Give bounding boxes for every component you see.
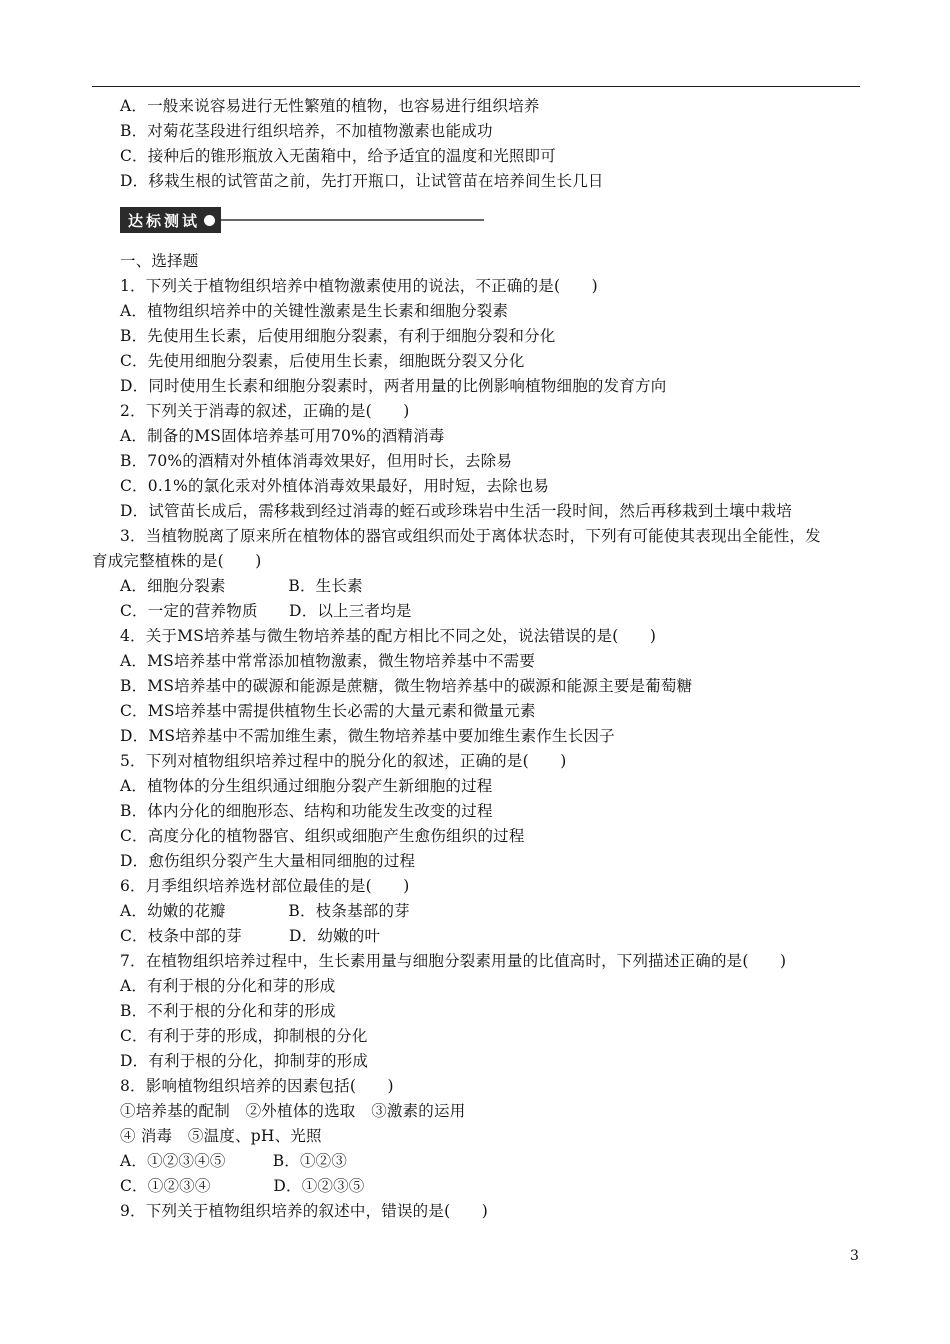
q1-option-a: A．植物组织培养中的关键性激素是生长素和细胞分裂素 — [120, 302, 509, 320]
q7-option-d: D．有利于根的分化，抑制芽的形成 — [120, 1052, 369, 1070]
section-rule — [221, 219, 484, 221]
question-5: 5．下列对植物组织培养过程中的脱分化的叙述，正确的是( ) — [120, 752, 567, 770]
question-3-cont: 育成完整植株的是( ) — [92, 552, 262, 570]
q2-option-d: D．试管苗长成后，需移栽到经过消毒的蛭石或珍珠岩中生活一段时间，然后再移栽到土壤中栽培 — [120, 502, 793, 520]
question-1: 1．下列关于植物组织培养中植物激素使用的说法，不正确的是( ) — [120, 277, 598, 295]
q6-options-cd: C．枝条中部的芽 D．幼嫩的叶 — [120, 927, 381, 945]
page-number: 3 — [850, 1248, 859, 1264]
q2-option-b: B．70%的酒精对外植体消毒效果好，但用时长，去除易 — [120, 452, 513, 470]
option-d: D．移栽生根的试管苗之前，先打开瓶口，让试管苗在培养间生长几日 — [120, 172, 604, 190]
section-title-box — [120, 207, 221, 233]
q3-options-ab: A．细胞分裂素 B．生长素 — [120, 577, 363, 595]
q1-option-d: D．同时使用生长素和细胞分裂素时，两者用量的比例影响植物细胞的发育方向 — [120, 377, 667, 395]
section-banner — [120, 207, 484, 233]
q1-option-c: C．先使用细胞分裂素，后使用生长素，细胞既分裂又分化 — [120, 352, 525, 370]
q8-factors-2: ④ 消毒 ⑤温度、pH、光照 — [120, 1127, 322, 1145]
q5-option-d: D．愈伤组织分裂产生大量相同细胞的过程 — [120, 852, 416, 870]
q6-options-ab: A．幼嫩的花瓣 B．枝条基部的芽 — [120, 902, 410, 920]
option-c: C．接种后的锥形瓶放入无菌箱中，给予适宜的温度和光照即可 — [120, 147, 556, 165]
section-title: 达标测试 — [128, 211, 201, 230]
question-8: 8．影响植物组织培养的因素包括( ) — [120, 1077, 394, 1095]
q5-option-b: B．体内分化的细胞形态、结构和功能发生改变的过程 — [120, 802, 493, 820]
section-heading: 一、选择题 — [120, 252, 199, 270]
q2-option-c: C．0.1%的氯化汞对外植体消毒效果最好，用时短，去除也易 — [120, 477, 550, 495]
q8-factors-1: ①培养基的配制 ②外植体的选取 ③激素的运用 — [120, 1102, 466, 1120]
q4-option-d: D．MS培养基中不需加维生素，微生物培养基中要加维生素作生长因子 — [120, 727, 615, 745]
q4-option-b: B．MS培养基中的碳源和能源是蔗糖，微生物培养基中的碳源和能源主要是葡萄糖 — [120, 677, 693, 695]
option-b: B．对菊花茎段进行组织培养，不加植物激素也能成功 — [120, 122, 493, 140]
q4-option-a: A．MS培养基中常常添加植物激素，微生物培养基中不需要 — [120, 652, 536, 670]
q5-option-a: A．植物体的分生组织通过细胞分裂产生新细胞的过程 — [120, 777, 493, 795]
q7-option-c: C．有利于芽的形成，抑制根的分化 — [120, 1027, 368, 1045]
q7-option-b: B．不利于根的分化和芽的形成 — [120, 1002, 336, 1020]
q2-option-a: A．制备的MS固体培养基可用70%的酒精消毒 — [120, 427, 445, 445]
question-2: 2．下列关于消毒的叙述，正确的是( ) — [120, 402, 410, 420]
question-3: 3．当植物脱离了原来所在植物体的器官或组织而处于离体状态时，下列有可能使其表现出全能性，发 — [120, 527, 821, 545]
question-9: 9．下列关于植物组织培养的叙述中，错误的是( ) — [120, 1202, 488, 1220]
q5-option-c: C．高度分化的植物器官、组织或细胞产生愈伤组织的过程 — [120, 827, 525, 845]
question-6: 6．月季组织培养选材部位最佳的是( ) — [120, 877, 410, 895]
q1-option-b: B．先使用生长素，后使用细胞分裂素，有利于细胞分裂和分化 — [120, 327, 556, 345]
q8-options-cd: C．①②③④ D．①②③⑤ — [120, 1177, 365, 1195]
bullet-dot-icon — [204, 215, 215, 226]
question-7: 7．在植物组织培养过程中，生长素用量与细胞分裂素用量的比值高时，下列描述正确的是( ) — [120, 952, 787, 970]
question-4: 4．关于MS培养基与微生物培养基的配方相比不同之处，说法错误的是( ) — [120, 627, 657, 645]
q4-option-c: C．MS培养基中需提供植物生长必需的大量元素和微量元素 — [120, 702, 536, 720]
header-rule — [92, 86, 860, 87]
option-a: A．一般来说容易进行无性繁殖的植物，也容易进行组织培养 — [120, 97, 540, 115]
q3-options-cd: C．一定的营养物质 D．以上三者均是 — [120, 602, 412, 620]
q7-option-a: A．有利于根的分化和芽的形成 — [120, 977, 336, 995]
q8-options-ab: A．①②③④⑤ B．①②③ — [120, 1152, 348, 1170]
